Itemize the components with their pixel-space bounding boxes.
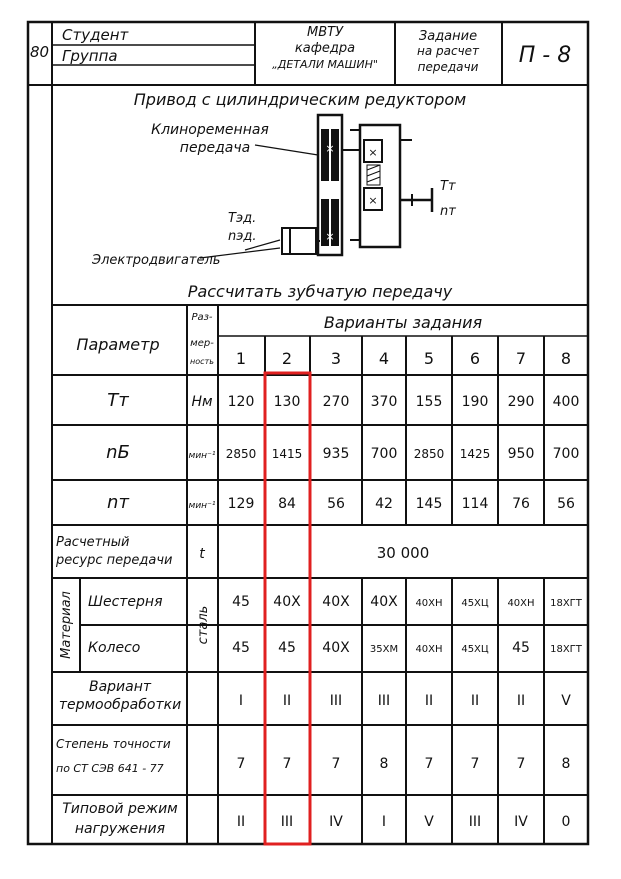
- table-cell: III: [377, 693, 391, 709]
- table-cell: 7: [516, 756, 526, 772]
- table-cell: II: [282, 693, 292, 709]
- variant-number: 7: [515, 349, 527, 368]
- dept-line-3: „ДЕТАЛИ МАШИН": [272, 58, 378, 71]
- svg-text:×: ×: [325, 142, 335, 155]
- accuracy-label-line-1: Степень точности: [56, 737, 171, 751]
- dim-header-line-1: Раз-: [191, 312, 213, 323]
- table-cell: 40X: [322, 640, 350, 656]
- table-cell: 935: [322, 446, 350, 462]
- table-cell: 2850: [413, 447, 445, 461]
- table-cell: 270: [322, 394, 350, 410]
- table-cell: 84: [278, 496, 296, 512]
- table-cell: 45: [512, 640, 530, 656]
- table-cell: 370: [370, 394, 398, 410]
- table-cell: IV: [514, 814, 528, 830]
- task-line-3: передачи: [417, 60, 479, 74]
- variant-number: 5: [423, 349, 435, 368]
- gear-label: Шестерня: [88, 594, 163, 610]
- material-group-label: Материал: [59, 591, 74, 659]
- table-cell: 45: [278, 640, 296, 656]
- row-label-speed-output: nт: [107, 492, 129, 513]
- param-header: Параметр: [76, 335, 160, 354]
- table-cell: 45XЦ: [461, 644, 489, 655]
- scheme-title: Привод с цилиндрическим редуктором: [133, 90, 467, 109]
- table-cell: 40XH: [415, 598, 443, 609]
- variants-header: Варианты задания: [323, 313, 483, 332]
- output-speed-label: nт: [440, 204, 456, 219]
- material-unit-label: сталь: [196, 605, 211, 645]
- table-cell: 155: [415, 394, 443, 410]
- table-cell: 40XH: [415, 644, 443, 655]
- resource-value: 30 000: [376, 544, 430, 562]
- table-cell: II: [470, 693, 480, 709]
- resource-unit: t: [199, 546, 205, 562]
- table-cells: [226, 394, 583, 830]
- page-number: 80: [30, 43, 50, 61]
- table-cell: V: [561, 693, 571, 709]
- svg-text:×: ×: [368, 194, 378, 207]
- resource-label-line-2: ресурс передачи: [56, 553, 173, 568]
- table-cell: 18XГТ: [550, 644, 582, 655]
- table-cell: 18XГТ: [550, 598, 582, 609]
- table-cell: 190: [461, 394, 489, 410]
- svg-text:×: ×: [325, 230, 335, 243]
- output-torque-label: Tт: [440, 179, 456, 194]
- belt-label-line-2: передача: [179, 140, 251, 156]
- table-cell: 0: [561, 814, 571, 830]
- table-cell: 290: [507, 394, 535, 410]
- dim-header-line-2: мер-: [190, 338, 214, 349]
- motor-torque-label: Tэд.: [228, 211, 257, 226]
- table-cell: 129: [227, 496, 255, 512]
- table-cell: 1425: [459, 447, 491, 461]
- table-cell: 8: [379, 756, 389, 772]
- variant-number: 8: [560, 349, 572, 368]
- table-cell: 45: [232, 594, 250, 610]
- table-cell: 7: [236, 756, 246, 772]
- table-cell: 120: [227, 394, 255, 410]
- table-cell: 145: [415, 496, 443, 512]
- accuracy-label-line-2: по СТ СЭВ 641 - 77: [56, 762, 164, 775]
- table-cell: II: [424, 693, 434, 709]
- variant-number: 4: [378, 349, 390, 368]
- table-cell: 400: [552, 394, 580, 410]
- mode-label-line-2: нагружения: [74, 821, 166, 837]
- task-title: Рассчитать зубчатую передачу: [187, 282, 453, 301]
- dept-line-2: кафедра: [294, 41, 356, 56]
- mode-label-line-1: Типовой режим: [62, 801, 178, 817]
- table-cell: 40X: [370, 594, 398, 610]
- task-line-2: на расчет: [416, 44, 480, 58]
- motor-speed-label: nэд.: [228, 229, 257, 244]
- table-cell: 130: [273, 394, 301, 410]
- row-unit-speed-input: мин⁻¹: [188, 451, 216, 461]
- table-cell: V: [424, 814, 434, 830]
- dept-line-1: МВТУ: [307, 25, 343, 40]
- table-cell: 7: [424, 756, 434, 772]
- table-cell: II: [236, 814, 246, 830]
- task-code: П - 8: [518, 43, 572, 68]
- table-cell: III: [280, 814, 294, 830]
- table-cell: 950: [507, 446, 535, 462]
- row-unit-torque: Нм: [191, 394, 213, 410]
- variant-numbers: [236, 349, 571, 368]
- table-cell: II: [516, 693, 526, 709]
- task-line-1: Задание: [418, 29, 478, 44]
- table-cell: 700: [370, 446, 398, 462]
- table-cell: 56: [327, 496, 345, 512]
- table-cell: III: [329, 693, 343, 709]
- table-cell: 40XH: [507, 598, 535, 609]
- table-cell: 35XM: [369, 644, 399, 655]
- variant-number: 2: [281, 349, 293, 368]
- table-cell: 8: [561, 756, 571, 772]
- wheel-label: Колесо: [88, 640, 141, 656]
- table-cell: I: [381, 814, 387, 830]
- table-cell: 40X: [322, 594, 350, 610]
- heat-label-line-1: Вариант: [88, 679, 152, 695]
- table-cell: 76: [512, 496, 530, 512]
- student-label: Студент: [62, 26, 129, 44]
- resource-label-line-1: Расчетный: [56, 535, 130, 550]
- heat-label-line-2: термообработки: [58, 697, 182, 713]
- table-cell: 40X: [273, 594, 301, 610]
- row-unit-speed-output: мин⁻¹: [188, 501, 216, 511]
- table-cell: 56: [557, 496, 575, 512]
- group-label: Группа: [62, 47, 118, 65]
- table-cell: 7: [282, 756, 292, 772]
- table-cell: 114: [461, 496, 489, 512]
- variant-number: 3: [330, 349, 342, 368]
- row-label-torque: Tт: [107, 390, 129, 411]
- table-cell: 45: [232, 640, 250, 656]
- table-cell: 7: [470, 756, 480, 772]
- variant-number: 6: [469, 349, 481, 368]
- motor-label: Электродвигатель: [92, 253, 221, 268]
- table-cell: III: [468, 814, 482, 830]
- table-cell: 7: [331, 756, 341, 772]
- dim-header-line-3: ность: [190, 357, 214, 366]
- table-cell: 42: [375, 496, 393, 512]
- svg-text:×: ×: [368, 146, 378, 159]
- table-cell: IV: [329, 814, 343, 830]
- row-label-speed-input: nБ: [106, 442, 130, 463]
- table-cell: I: [238, 693, 244, 709]
- table-cell: 700: [552, 446, 580, 462]
- table-cell: 45XЦ: [461, 598, 489, 609]
- variant-number: 1: [235, 349, 247, 368]
- table-cell: 2850: [225, 447, 257, 461]
- sheet-frame: [28, 22, 588, 844]
- table-cell: 1415: [271, 447, 303, 461]
- belt-label-line-1: Клиноременная: [151, 122, 269, 138]
